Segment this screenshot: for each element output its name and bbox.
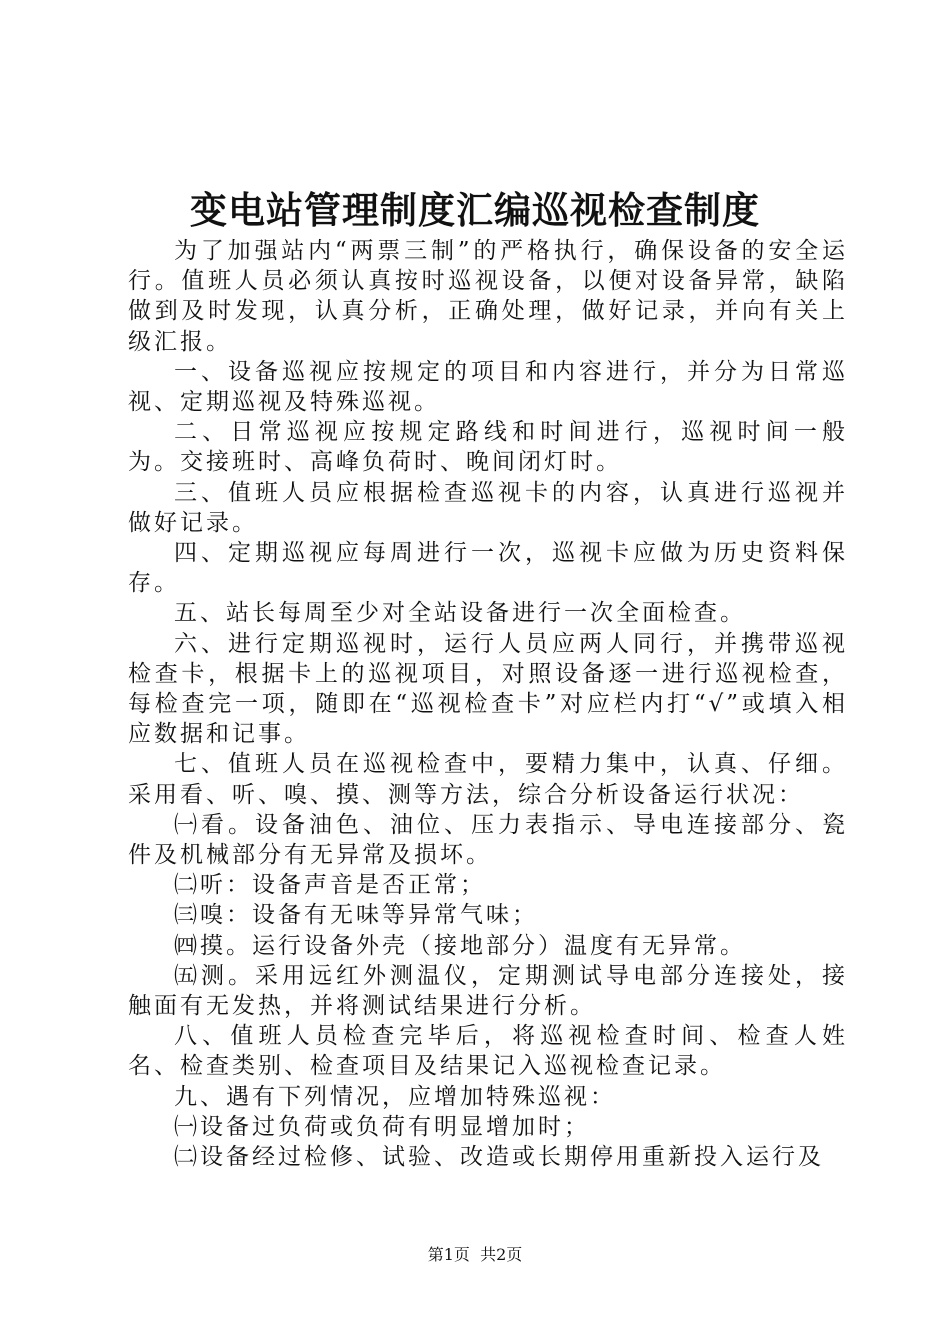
page-total: 共2页: [480, 1245, 523, 1264]
paragraph-rule-8: 八、值班人员检查完毕后，将巡视检查时间、检查人姓名、检查类别、检查项目及结果记入巡视检查记录。: [128, 1023, 848, 1080]
paragraph-rule-7: 七、值班人员在巡视检查中，要精力集中，认真、仔细。采用看、听、嗅、摸、测等方法，综合分析设备运行状况：: [128, 751, 848, 808]
paragraph-intro: 为了加强站内“两票三制”的严格执行，确保设备的安全运行。值班人员必须认真按时巡视设备，以便对设备异常，缺陷做到及时发现，认真分析，正确处理，做好记录，并向有关上级汇报。: [128, 238, 848, 355]
document-body: [128, 236, 848, 1172]
page-number: 第1页: [427, 1245, 470, 1264]
paragraph-rule-5: 五、站长每周至少对全站设备进行一次全面检查。: [174, 600, 746, 627]
paragraph-item-touch: ㈣摸。运行设备外壳（接地部分）温度有无异常。: [174, 932, 746, 959]
paragraph-special-2: ㈡设备经过检修、试验、改造或长期停用重新投入运行及: [174, 1144, 824, 1171]
paragraph-rule-9: 九、遇有下列情况，应增加特殊巡视：: [174, 1083, 616, 1110]
paragraph-item-look: ㈠看。设备油色、油位、压力表指示、导电连接部分、瓷件及机械部分有无异常及损坏。: [128, 811, 848, 869]
paragraph-item-smell: ㈢嗅：设备有无味等异常气味；: [174, 902, 538, 929]
paragraph-rule-1: 一、设备巡视应按规定的项目和内容进行，并分为日常巡视、定期巡视及特殊巡视。: [128, 358, 848, 416]
paragraph-rule-3: 三、值班人员应根据检查巡视卡的内容，认真进行巡视并做好记录。: [128, 479, 848, 536]
document-title: 变电站管理制度汇编巡视检查制度: [190, 188, 760, 232]
paragraph-rule-6: 六、进行定期巡视时，运行人员应两人同行，并携带巡视检查卡，根据卡上的巡视项目，对照设备逐一进行巡视检查，每检查完一项，随即在“巡视检查卡”对应栏内打“√”或填入相应数据和记事。: [128, 630, 848, 748]
paragraph-item-listen: ㈡听：设备声音是否正常；: [174, 872, 486, 899]
paragraph-special-1: ㈠设备过负荷或负荷有明显增加时；: [174, 1113, 590, 1140]
paragraph-item-measure: ㈤测。采用远红外测温仪，定期测试导电部分连接处，接触面有无发热，并将测试结果进行分析。: [128, 962, 848, 1020]
page-footer: [0, 1245, 950, 1265]
paragraph-rule-4: 四、定期巡视应每周进行一次，巡视卡应做为历史资料保存。: [128, 540, 848, 597]
paragraph-rule-2: 二、日常巡视应按规定路线和时间进行，巡视时间一般为。交接班时、高峰负荷时、晚间闭灯时。: [128, 419, 848, 476]
